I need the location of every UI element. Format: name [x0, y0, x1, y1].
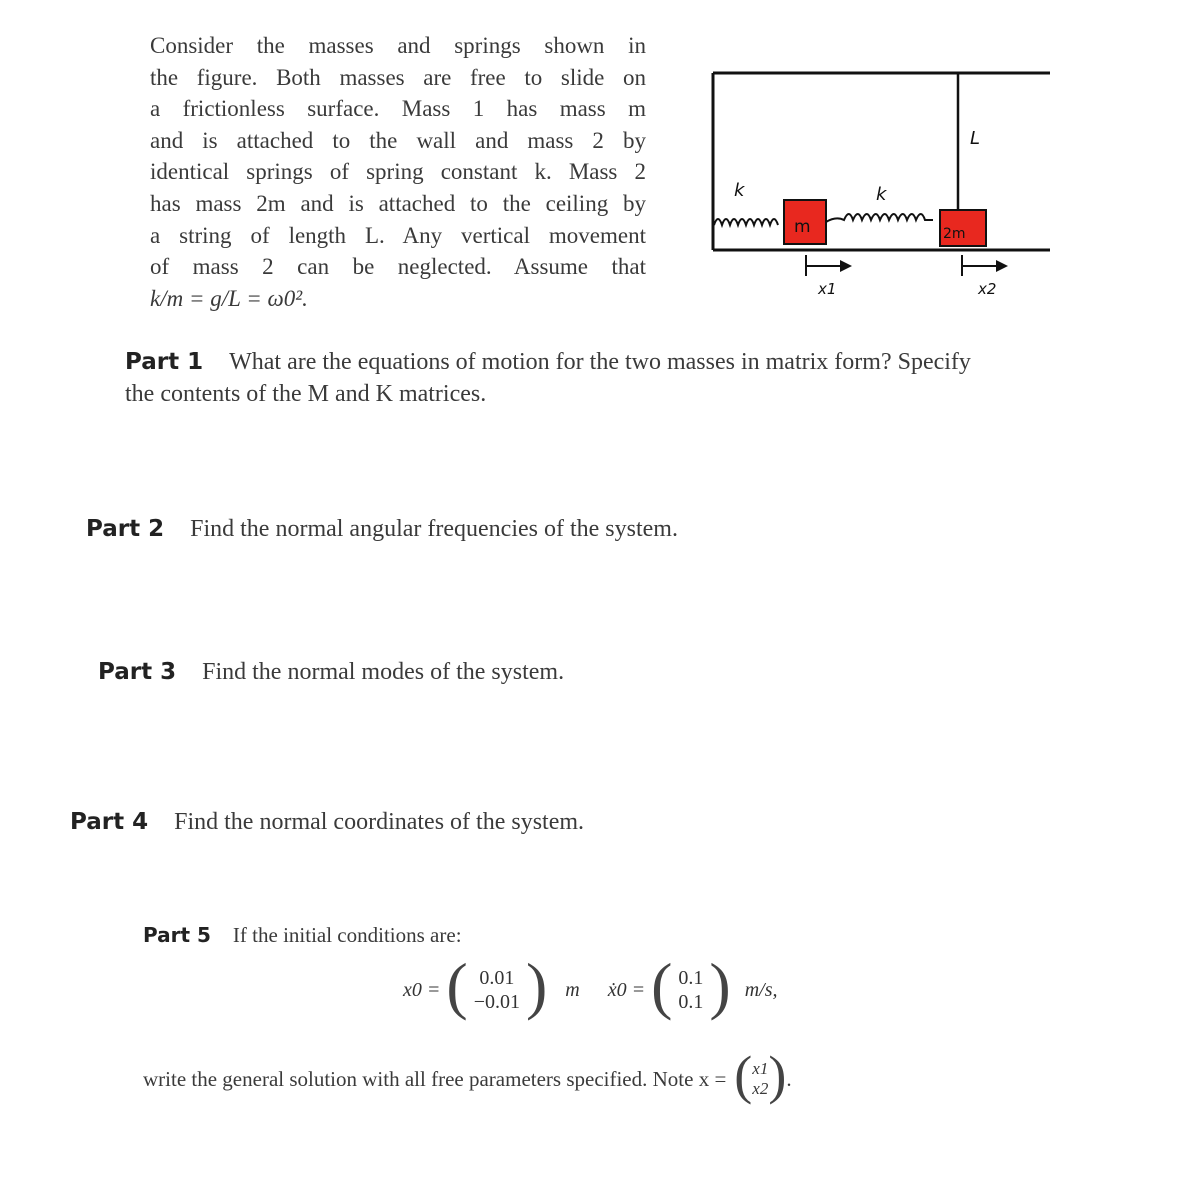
spring-2 [826, 214, 933, 222]
part-2 [86, 516, 678, 543]
v0-value: 0.1 [678, 991, 704, 1013]
x-vector-component: x1 [752, 1059, 769, 1078]
right-paren: ) [525, 950, 548, 1021]
intro-line: identical springs of spring constant k. Mass 2 [150, 159, 646, 185]
part-2-text: Find the normal angular frequencies of the system. [190, 516, 678, 542]
intro-line: a frictionless surface. Mass 1 has mass m [150, 96, 646, 122]
period: . [786, 1066, 792, 1091]
x0-value: 0.01 [479, 967, 515, 989]
mass-spring-figure [700, 60, 1060, 310]
intro-line: of mass 2 can be neglected. Assume that [150, 254, 646, 280]
part-3 [98, 659, 564, 686]
x-vector-component: x2 [752, 1079, 769, 1098]
part-5 [143, 923, 462, 948]
intro-line: a string of length L. Any vertical movement [150, 222, 646, 248]
x2-arrowhead [996, 260, 1008, 272]
x0-value: −0.01 [473, 991, 520, 1013]
solution-note [143, 1045, 792, 1106]
string-length-label: L [970, 128, 981, 149]
intro-line: Consider the masses and springs shown in [150, 33, 646, 58]
part-5-text: If the initial conditions are: [232, 923, 462, 947]
v0-unit: m/s, [744, 978, 778, 1001]
part-5-label: Part 5 [143, 923, 211, 947]
x2-label: x2 [978, 280, 997, 298]
problem-intro [150, 30, 646, 314]
part-1-label: Part 1 [125, 349, 204, 375]
mass-1-label: m [794, 217, 811, 237]
v0-value: 0.1 [678, 967, 704, 989]
part-1 [125, 346, 1115, 410]
left-paren: ( [734, 1045, 753, 1105]
right-paren: ) [768, 1045, 787, 1105]
part-3-label: Part 3 [98, 659, 177, 685]
part-3-text: Find the normal modes of the system. [202, 659, 565, 685]
part-1-text-line-2: the contents of the M and K matrices. [125, 381, 487, 407]
right-paren: ) [709, 950, 731, 1021]
x0-symbol: x0 = [403, 978, 441, 1001]
part-1-text-line-1: What are the equations of motion for the two masses in matrix form? Specify [229, 349, 971, 375]
left-paren: ( [446, 950, 468, 1021]
x-vector [752, 1059, 768, 1099]
intro-line: has mass 2m and is attached to the ceiling by [150, 190, 646, 216]
v0-vector [678, 966, 703, 1014]
part-4 [70, 809, 584, 836]
part-4-label: Part 4 [70, 809, 149, 835]
intro-line: and is attached to the wall and mass 2 by [150, 127, 646, 153]
left-paren: ( [651, 950, 673, 1021]
part-4-text: Find the normal coordinates of the system. [174, 809, 585, 835]
x1-label: x1 [818, 280, 837, 298]
part-2-label: Part 2 [86, 516, 165, 542]
spring-1 [714, 219, 778, 225]
initial-conditions-equation [403, 950, 778, 1022]
intro-line: k/m = g/L = ω0². [150, 285, 308, 311]
x0-vector [474, 966, 520, 1014]
v0-symbol: ẋ0 = [607, 978, 646, 1001]
note-text: write the general solution with all free parameters specified. Note x = [143, 1066, 727, 1091]
spring-2-label: k [876, 184, 887, 205]
intro-line: the figure. Both masses are free to slide on [150, 64, 646, 90]
x0-unit: m [565, 978, 580, 1001]
mass-2-label: 2m [943, 226, 966, 242]
spring-1-label: k [734, 180, 745, 201]
x1-arrowhead [840, 260, 852, 272]
